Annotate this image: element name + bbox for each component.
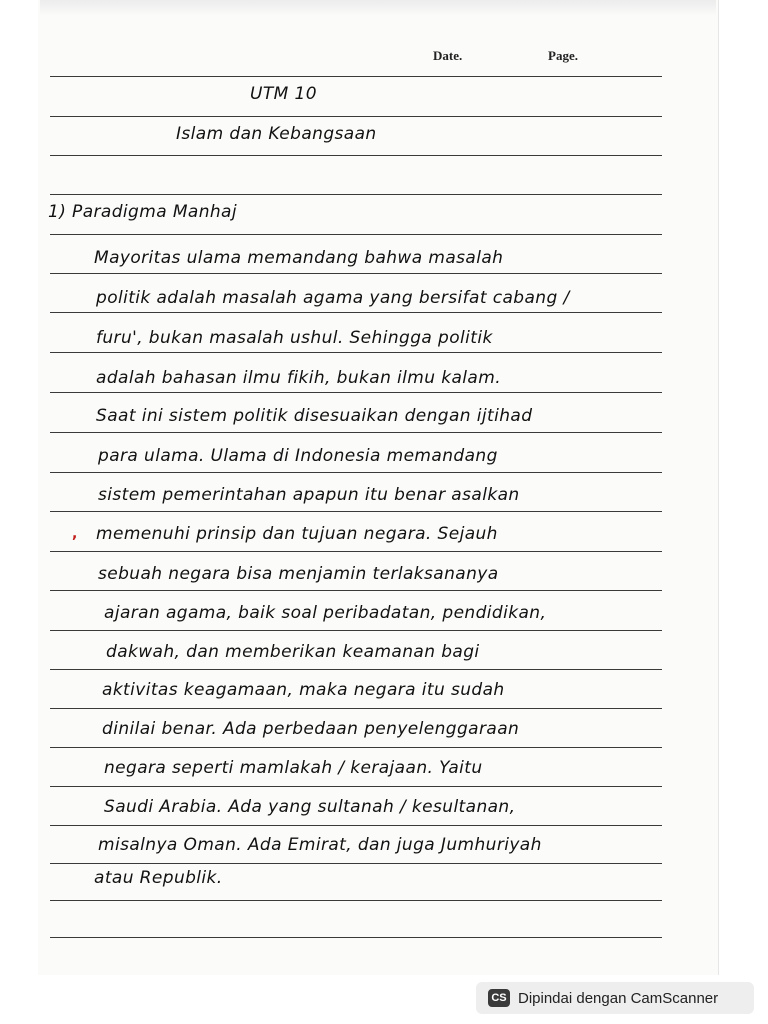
ruled-line bbox=[50, 234, 662, 235]
ruled-line bbox=[50, 155, 662, 156]
ruled-line bbox=[50, 116, 662, 117]
ruled-line bbox=[50, 511, 662, 512]
ruled-line bbox=[50, 825, 662, 826]
note-line: negara seperti mamlakah / kerajaan. Yaitu bbox=[104, 758, 483, 778]
ruled-line bbox=[50, 472, 662, 473]
page-label: Page. bbox=[548, 48, 578, 63]
camscanner-watermark bbox=[476, 982, 754, 1014]
ruled-line bbox=[50, 76, 662, 77]
note-line: Mayoritas ulama memandang bahwa masalah bbox=[94, 248, 504, 268]
ruled-line bbox=[50, 630, 662, 631]
ruled-line bbox=[50, 273, 662, 274]
note-line: Saat ini sistem politik disesuaikan dengan ijtihad bbox=[96, 406, 533, 426]
ruled-line bbox=[50, 432, 662, 433]
ruled-line bbox=[50, 312, 662, 313]
note-line: Saudi Arabia. Ada yang sultanah / kesultanan, bbox=[104, 797, 516, 817]
ruled-line bbox=[50, 937, 662, 938]
note-line: dinilai benar. Ada perbedaan penyelenggaraan bbox=[102, 719, 520, 739]
ruled-line bbox=[50, 590, 662, 591]
date-label: Date. bbox=[433, 48, 463, 63]
note-line: adalah bahasan ilmu fikih, bukan ilmu kalam. bbox=[96, 368, 501, 388]
note-line: politik adalah masalah agama yang bersifat cabang / bbox=[96, 288, 570, 308]
note-line: ajaran agama, baik soal peribadatan, pendidikan, bbox=[104, 603, 547, 623]
ruled-line bbox=[50, 863, 662, 864]
note-line: furu', bukan masalah ushul. Sehingga politik bbox=[96, 328, 493, 348]
ruled-line bbox=[50, 194, 662, 195]
ruled-line bbox=[50, 551, 662, 552]
section-heading: 1) Paradigma Manhaj bbox=[48, 202, 237, 222]
ruled-line bbox=[50, 392, 662, 393]
camscanner-label: Dipindai dengan CamScanner bbox=[518, 989, 719, 1007]
note-line: aktivitas keagamaan, maka negara itu sudah bbox=[102, 680, 505, 700]
note-line: atau Republik. bbox=[94, 868, 223, 888]
note-line: memenuhi prinsip dan tujuan negara. Sejauh bbox=[96, 524, 498, 544]
note-title: Islam dan Kebangsaan bbox=[176, 124, 377, 144]
camscanner-icon: CS bbox=[488, 989, 510, 1007]
note-line: sebuah negara bisa menjamin terlaksananya bbox=[98, 564, 499, 584]
page-top-shadow bbox=[40, 0, 716, 16]
note-line: dakwah, dan memberikan keamanan bagi bbox=[106, 642, 480, 662]
margin-tick-mark: , bbox=[72, 526, 78, 542]
note-line: misalnya Oman. Ada Emirat, dan juga Jumhuriyah bbox=[98, 835, 542, 855]
ruled-line bbox=[50, 708, 662, 709]
ruled-line bbox=[50, 352, 662, 353]
ruled-line bbox=[50, 669, 662, 670]
ruled-line bbox=[50, 900, 662, 901]
note-code: UTM 10 bbox=[250, 84, 317, 104]
note-line: sistem pemerintahan apapun itu benar asalkan bbox=[98, 485, 520, 505]
ruled-line bbox=[50, 786, 662, 787]
ruled-line bbox=[50, 747, 662, 748]
note-line: para ulama. Ulama di Indonesia memandang bbox=[98, 446, 498, 466]
